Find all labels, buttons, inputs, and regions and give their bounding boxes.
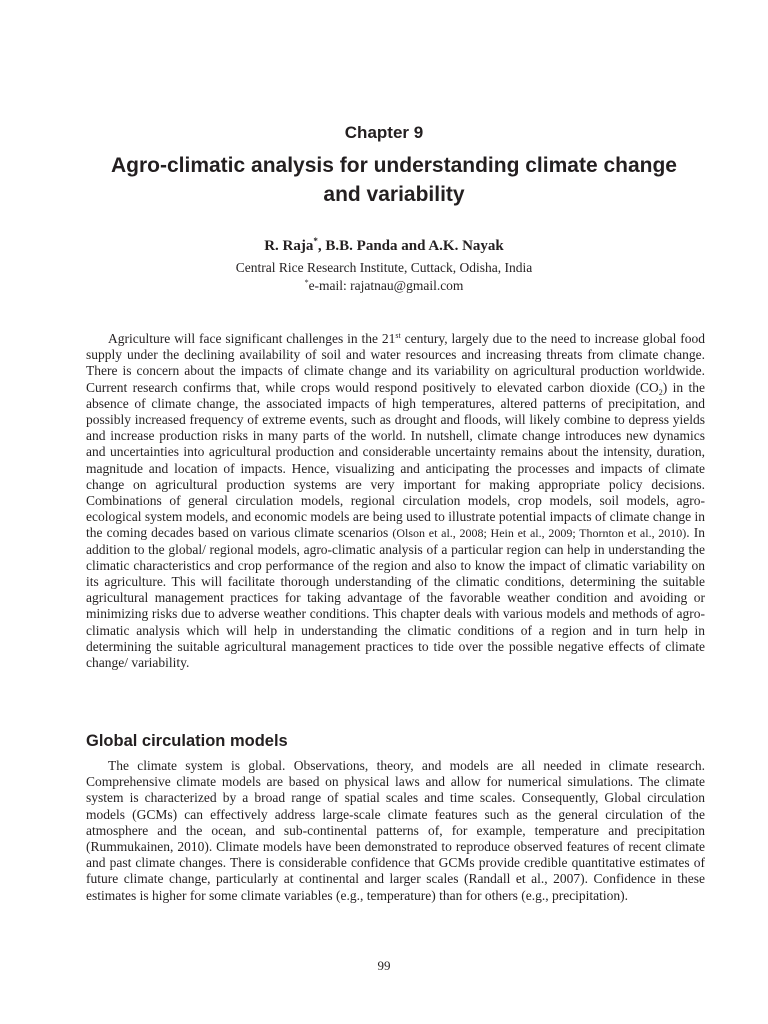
- email-text: e-mail: rajatnau@gmail.com: [308, 278, 464, 293]
- intro-text-4: . In addition to the global/ regional models, agro-climatic analysis of a particular region can help in understanding the climatic characteristics and crop performance of the region and also to know the impact of climatic variability on its agriculture. This will facilitate thorough understanding of the climatic conditions, determining the suitable agricultural management practices for taking advantage of the favorable weather condition and avoiding or minimizing risks due to adverse weather conditions. This chapter deals with various models and methods of agro-climatic analysis which will help in understanding the climatic conditions of a region and in turn help in determining the suitable agricultural management practices to tide over the possible negative effects of climate change/ variability.: [86, 525, 705, 671]
- intro-citation: (Olson et al., 2008; Hein et al., 2009; Thornton et al., 2010): [392, 526, 687, 541]
- author-first: R. Raja: [264, 238, 314, 254]
- author-list: [0, 238, 768, 255]
- section-heading: Global circulation models: [86, 732, 288, 750]
- intro-text-2: century, largely due to the need to increase global food supply under the declining availability of soil and water resources and increasing threats from climate change. There is concern about the impacts of climate change and its variability on agricultural production worldwide. Current research confirms that, while crops would respond positively to elevated carbon dioxide (CO: [86, 331, 705, 395]
- intro-text-1: Agriculture will face significant challenges in the 21: [108, 331, 396, 346]
- ordinal-suffix: st: [395, 331, 401, 340]
- chapter-title: Agro-climatic analysis for understanding climate change and variability: [111, 154, 677, 206]
- co2-subscript: 2: [658, 387, 663, 397]
- author-rest: , B.B. Panda and A.K. Nayak: [317, 238, 504, 254]
- page-number: 99: [377, 958, 391, 973]
- author-affiliation: Central Rice Research Institute, Cuttack, Odisha, India: [235, 260, 533, 275]
- chapter-label: Chapter 9: [344, 123, 424, 142]
- author-email: [0, 278, 768, 294]
- intro-text-3: ) in the absence of climate change, the associated impacts of high temperatures, altered patterns of precipitation, and possibly increased frequency of extreme events, such as drought and floods, will likely combine to depress yields and increase production risks in many parts of the world. In nutshell, climate change introduces new dynamics and uncertainties into agricultural production and considerable uncertainty remains about the intensity, duration, magnitude and location of impacts. Hence, visualizing and anticipating the processes and impacts of climate change on agricultural production systems are very important for making appropriate policy decisions. Combinations of general circulation models, regional circulation models, crop models, soil models, agro-ecological system models, and economic models are being used to illustrate potential impacts of climate change in the coming decades based on various climate scenarios: [86, 379, 705, 541]
- intro-paragraph: [86, 331, 705, 671]
- section-paragraph: The climate system is global. Observations, theory, and models are all needed in climate research. Comprehensive climate models are based on physical laws and allow for numerical simulations. The climate system is characterized by a broad range of spatial scales and time scales. Consequently, Global circulation models (GCMs) can effectively address large-scale climate features such as the general circulation of the atmosphere and the ocean, and sub-continental patterns of, for example, temperature and precipitation (Rummukainen, 2010). Climate models have been demonstrated to reproduce observed features of recent climate and past climate changes. There is considerable confidence that GCMs provide credible quantitative estimates of future climate change, particularly at continental and larger scales (Randall et al., 2007). Confidence in these estimates is higher for some climate variables (e.g., temperature) than for others (e.g., precipitation).: [86, 758, 705, 903]
- corresponding-author-mark: *: [313, 236, 318, 246]
- email-mark: *: [304, 278, 309, 287]
